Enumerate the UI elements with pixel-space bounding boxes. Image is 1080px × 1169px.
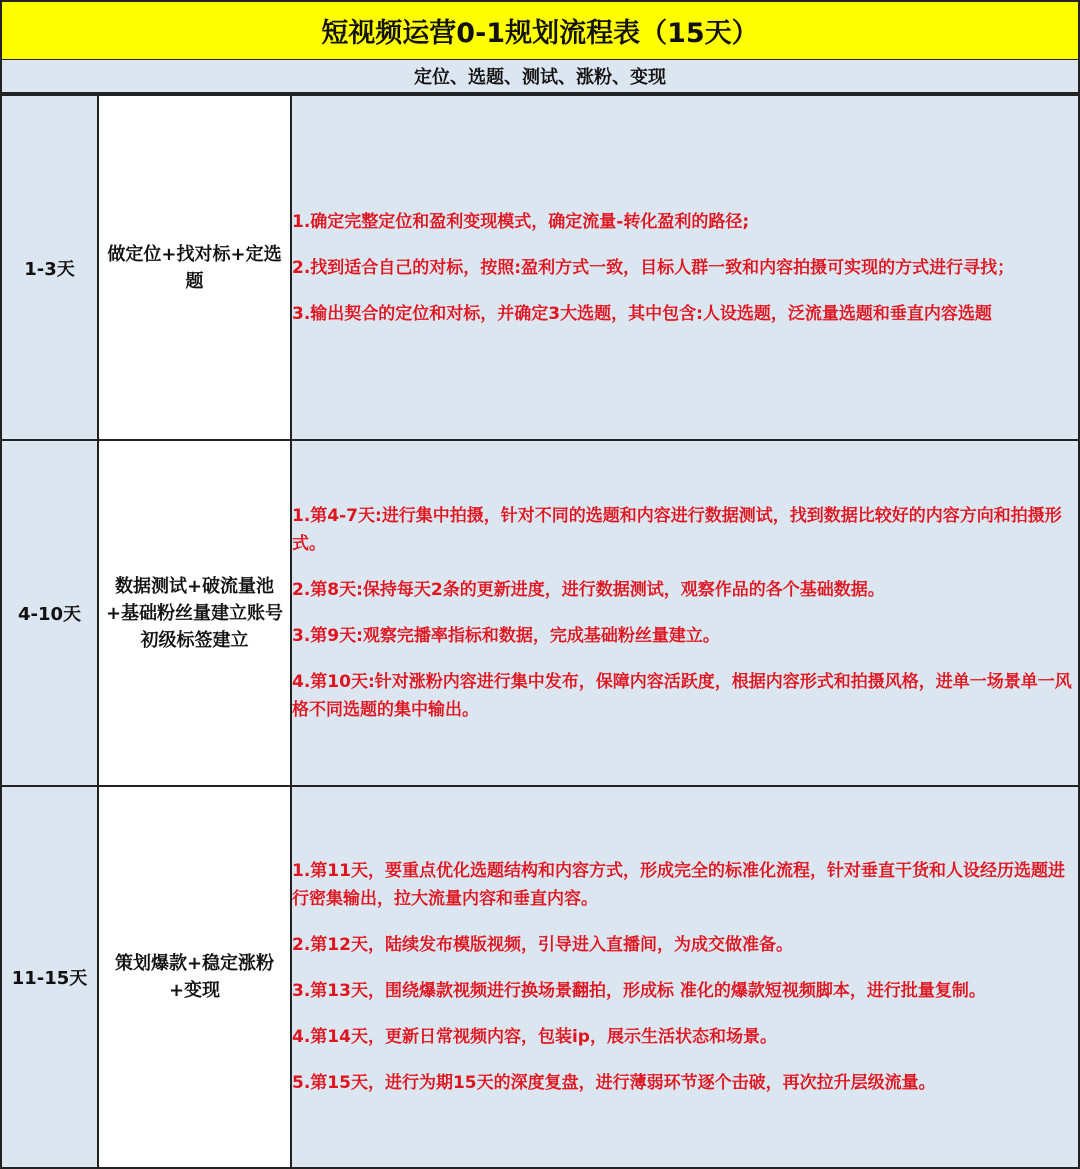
detail-cell [291,440,1079,786]
detail-item: 2.第8天:保持每天2条的更新进度，进行数据测试，观察作品的各个基础数据。 [292,580,885,600]
detail-item: 5.第15天，进行为期15天的深度复盘，进行薄弱环节逐个击破，再次拉升层级流量。 [292,1073,936,1093]
sheet-subtitle: 定位、选题、测试、涨粉、变现 [0,60,1080,94]
day-range-cell: 11-15天 [1,786,98,1168]
stage-cell: 策划爆款+稳定涨粉+变现 [98,786,291,1168]
detail-item: 3.输出契合的定位和对标，并确定3大选题，其中包含:人设选题，泛流量选题和垂直内容选题 [292,303,992,324]
day-range-cell: 1-3天 [1,95,98,440]
table-row [1,95,1079,440]
detail-item: 1.确定完整定位和盈利变现模式，确定流量-转化盈利的路径; [292,211,750,232]
detail-item: 4.第10天:针对涨粉内容进行集中发布，保障内容活跃度，根据内容形式和拍摄风格，进单一场景单一风格不同选题的集中输出。 [292,672,1072,720]
detail-item: 1.第4-7天:进行集中拍摄，针对不同的选题和内容进行数据测试，找到数据比较好的内容方向和拍摄形式。 [292,506,1062,554]
detail-item: 3.第9天:观察完播率指标和数据，完成基础粉丝量建立。 [292,626,720,646]
sheet-title: 短视频运营0-1规划流程表（15天） [0,0,1080,60]
detail-item: 2.找到适合自己的对标，按照:盈利方式一致，目标人群一致和内容拍摄可实现的方式进行寻找； [292,257,1015,278]
stage-cell: 数据测试+破流量池+基础粉丝量建立账号初级标签建立 [98,440,291,786]
detail-cell [291,95,1079,440]
day-range-cell: 4-10天 [1,440,98,786]
detail-item: 4.第14天，更新日常视频内容，包装ip，展示生活状态和场景。 [292,1027,777,1047]
table-row [1,786,1079,1168]
detail-item: 3.第13天，围绕爆款视频进行换场景翻拍，形成标 准化的爆款短视频脚本，进行批量复制。 [292,981,986,1001]
detail-cell [291,786,1079,1168]
detail-item: 2.第12天，陆续发布模版视频，引导进入直播间，为成交做准备。 [292,935,793,955]
plan-table [0,94,1080,1169]
detail-item: 1.第11天，要重点优化选题结构和内容方式，形成完全的标准化流程，针对垂直干货和人设经历选题进行密集输出，拉大流量内容和垂直内容。 [292,861,1065,909]
table-row [1,440,1079,786]
stage-cell: 做定位+找对标+定选题 [98,95,291,440]
